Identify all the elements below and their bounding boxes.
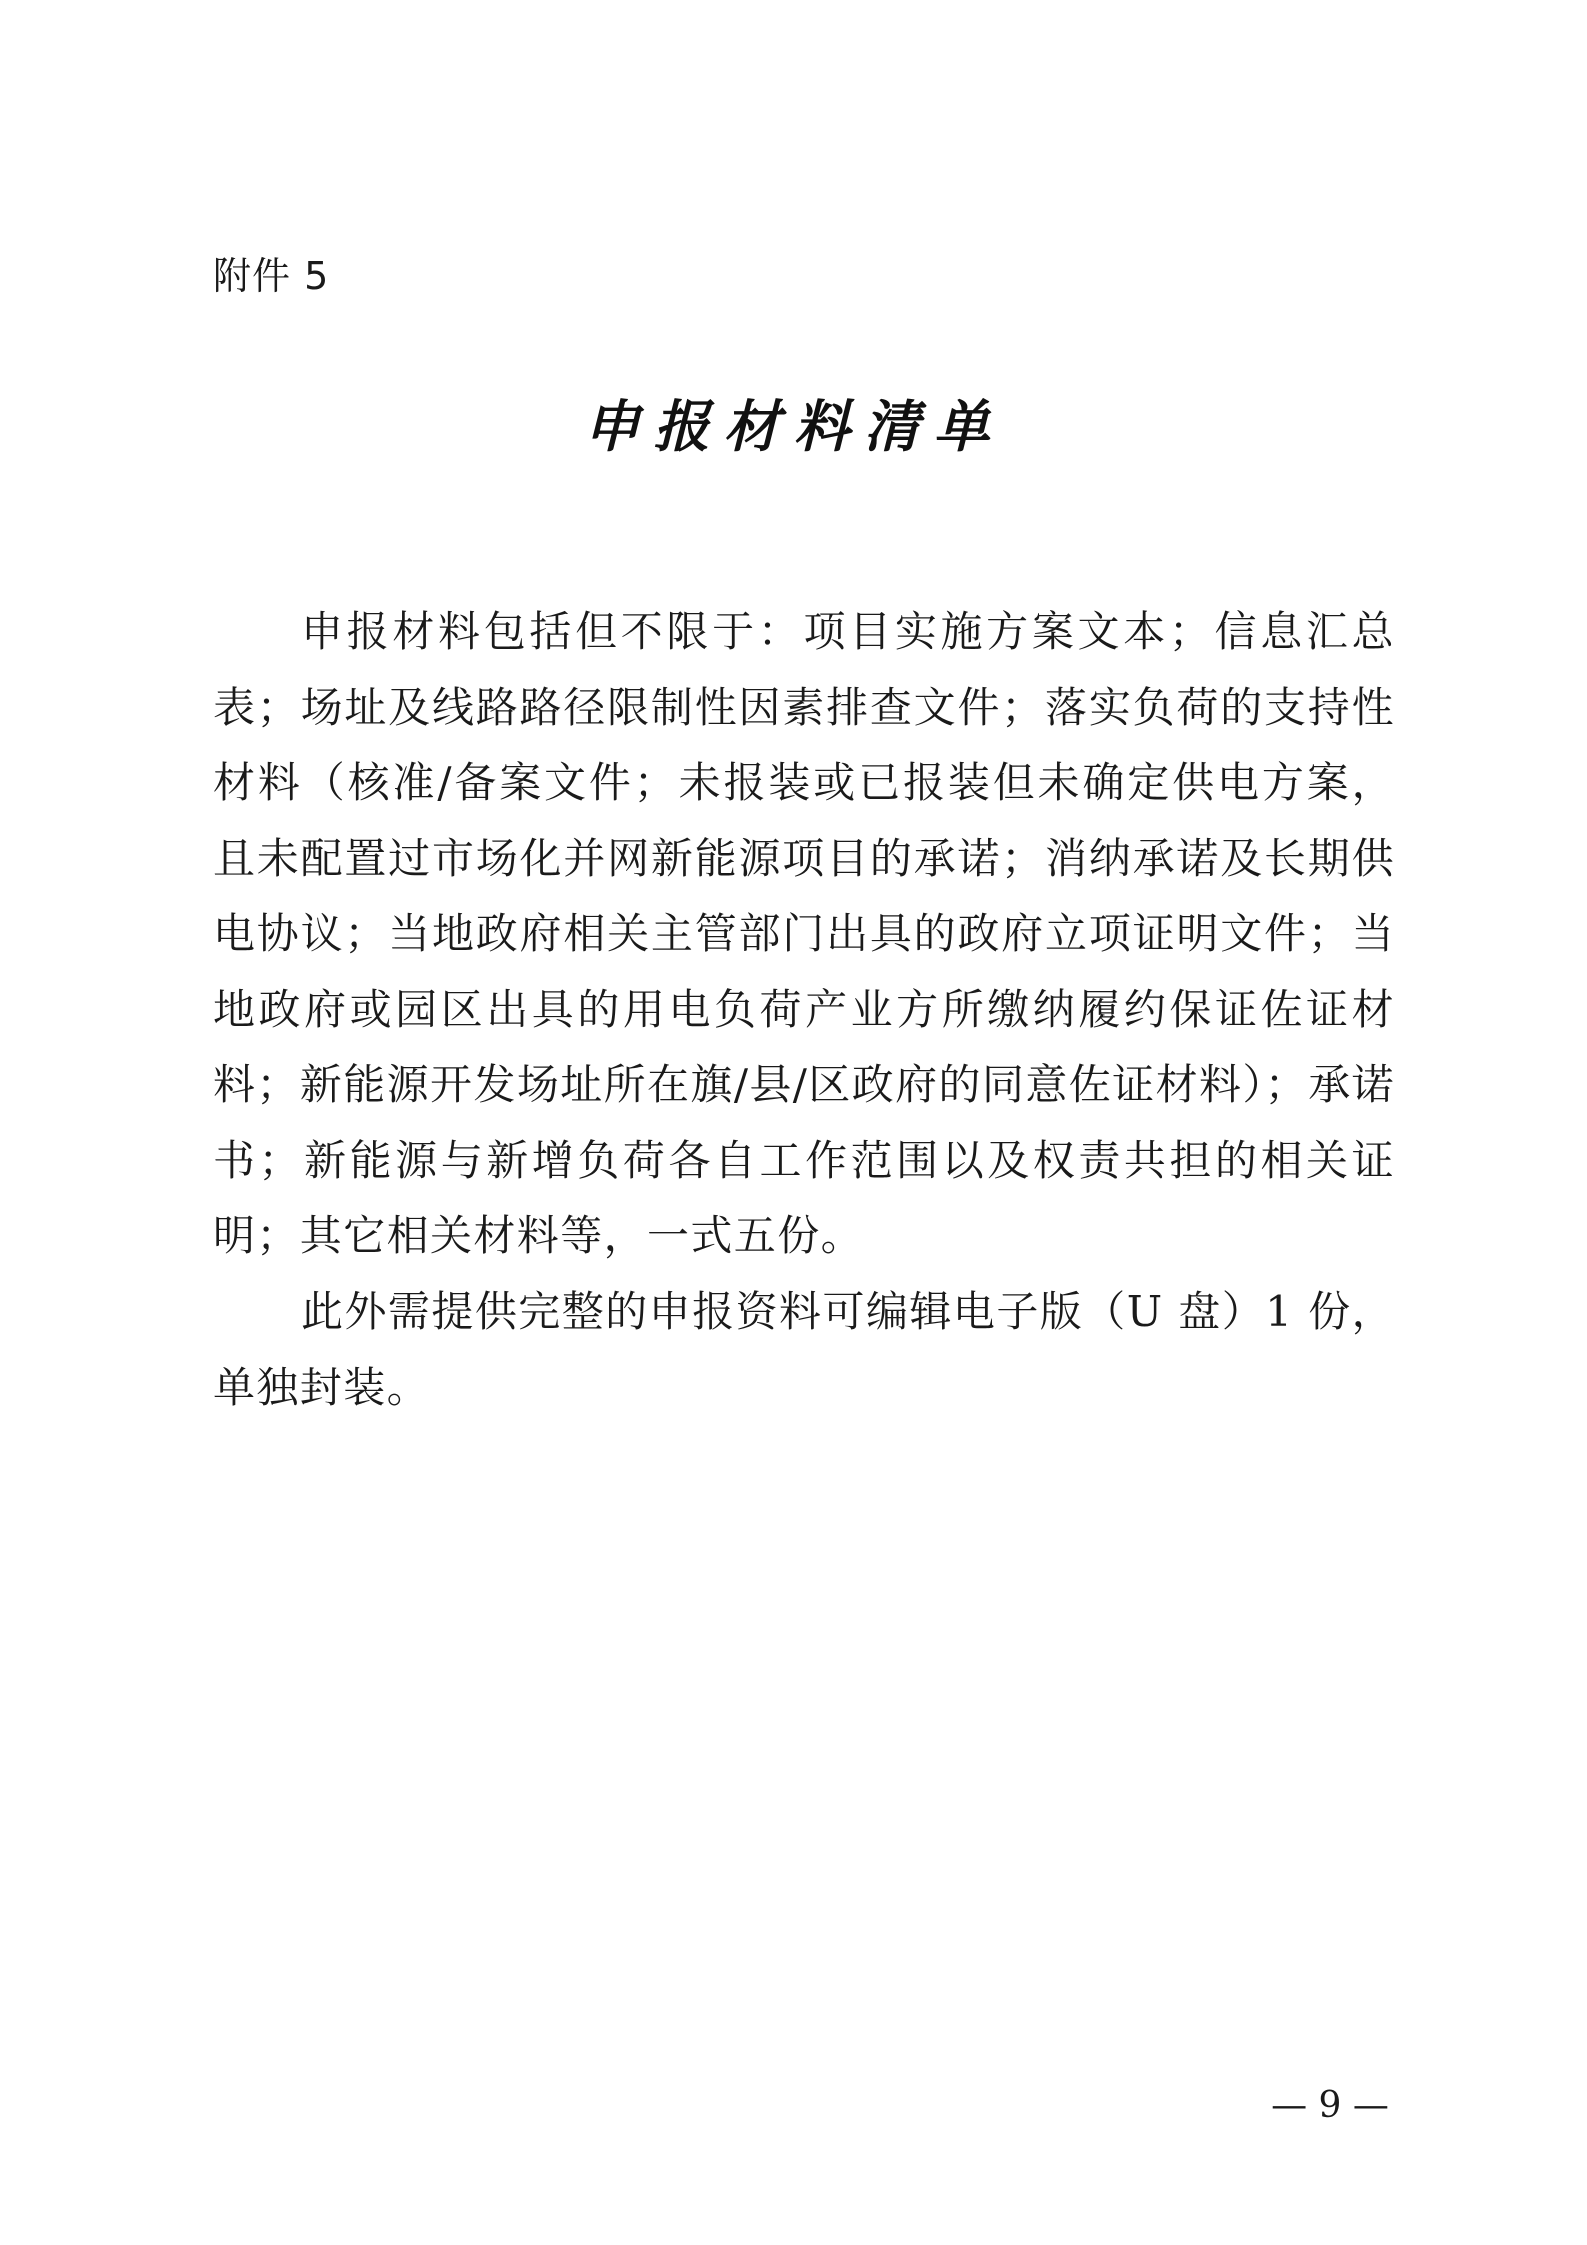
document-title: 申报材料清单	[583, 394, 1004, 460]
attachment-label: 附件 5	[213, 254, 330, 298]
body-paragraph-materials: 申报材料包括但不限于：项目实施方案文本；信息汇总表；场址及线路路径限制性因素排查文件；落实负荷的支持性材料（核准/备案文件；未报装或已报装但未确定供电方案，且未配置过市场化并网新能源项目的承诺；消纳承诺及长期供电协议；当地政府相关主管部门出具的政府立项证明文件；当地政府或园区出具的用电负荷产业方所缴纳履约保证佐证材料；新能源开发场址所在旗/县/区政府的同意佐证材料）；承诺书；新能源与新增负荷各自工作范围以及权责共担的相关证明；其它相关材料等，一式五份。	[213, 607, 1395, 1260]
page-number: — 9 —	[1271, 2085, 1389, 2126]
body-paragraph-electronic-copy: 此外需提供完整的申报资料可编辑电子版（U 盘）1 份，单独封装。	[213, 1287, 1395, 1412]
